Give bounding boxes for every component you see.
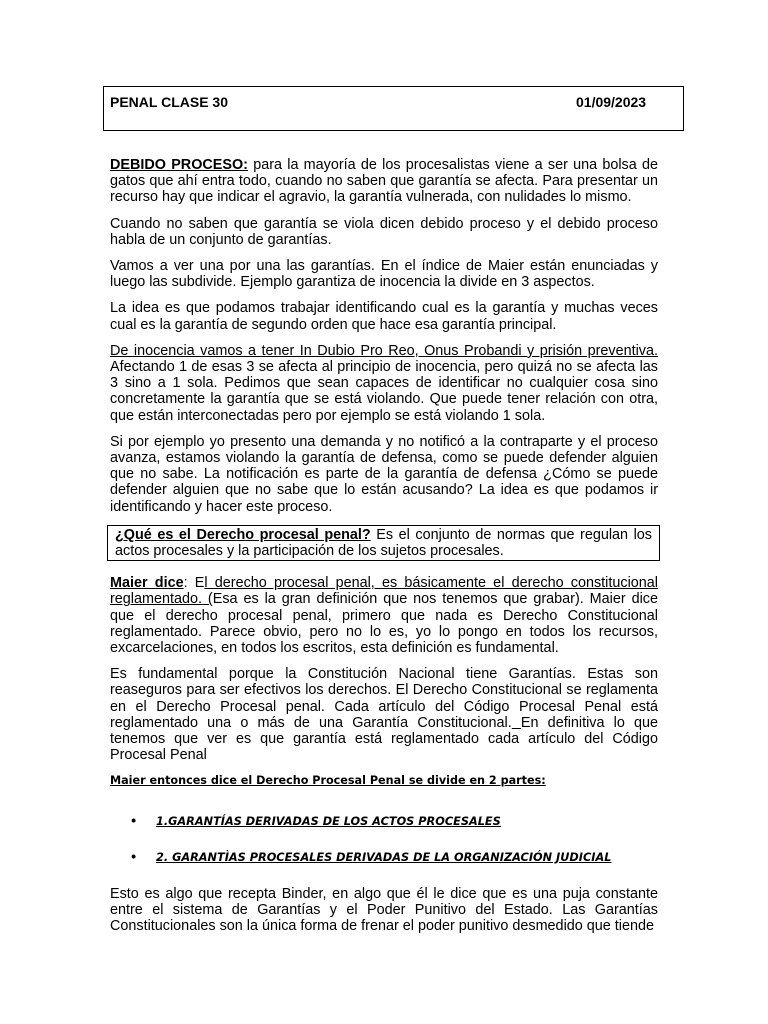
definition-heading: ¿Qué es el Derecho procesal penal? <box>115 526 371 543</box>
paragraph-4: La idea es que podamos trabajar identificando cual es la garantía y muchas veces cual es la garantía de segundo orden que hace esa garantía principal. <box>110 300 658 333</box>
list-item <box>110 850 658 866</box>
debido-proceso-text: para la mayoría de los procesalistas viene a ser una bolsa de gatos que ahí entra todo, cuando no saben que garantía se afecta. Para presentar un recurso hay que indicar el agravio, la garantía vulnerada, con nulidades lo mismo. <box>110 157 658 206</box>
definition-paragraph <box>115 527 652 559</box>
class-date: 01/09/2023 <box>576 94 647 110</box>
maier-underlined: l derecho procesal penal, es básicamente el derecho constitucional reglamentado. ( <box>110 575 658 608</box>
list-item-text: 1.GARANTÍAS DERIVADAS DE LOS ACTOS PROCESALES <box>156 814 501 828</box>
maier-divisions-heading: Maier entonces dice el Derecho Procesal Penal se divide en 2 partes: <box>110 773 546 787</box>
paragraph-3: Vamos a ver una por una las garantías. En el índice de Maier están enunciadas y luego las subdivide. Ejemplo garantiza de inocencia la divide en 3 aspectos. <box>110 258 658 291</box>
maier-heading: Maier dice <box>110 575 184 592</box>
paragraph-fundamental <box>110 666 658 763</box>
paragraph-inocencia <box>110 343 658 424</box>
maier-text: Esa es la gran definición que nos tenemos que grabar). Maier dice que el derecho procesal penal, primero que nada es Derecho Constitucional reglamentado. Parece obvio, pero no lo es, yo lo pongo en todos los recursos, excarcelaciones, en todos los escritos, esta definición es fundamental. <box>110 591 659 657</box>
bullet-icon: • <box>130 850 138 864</box>
definition-box <box>107 525 660 561</box>
list-item-text: 2. GARANTÌAS PROCESALES DERIVADAS DE LA ORGANIZACIÓN JUDICIAL <box>156 850 612 864</box>
paragraph-maier <box>110 575 658 656</box>
fundamental-underlined-space <box>512 715 521 731</box>
paragraph-defensa: Si por ejemplo yo presento una demanda y no notificó a la contraparte y el proceso avanza, estamos violando la garantía de defensa, como se puede defender alguien que no sabe. La notificación es parte de la garantía de defensa ¿Cómo se puede defender alguien que no sabe que lo están acusando? La idea es que podamos ir identificando y hacer este proceso. <box>110 433 658 515</box>
bullet-icon: • <box>130 814 138 828</box>
paragraph-binder: Esto es algo que recepta Binder, en algo que él le dice que es una puja constante entre el sistema de Garantías y el Poder Punitivo del Estado. Las Garantías Constitucionales son la única forma de frenar el poder punitivo desmedido que tiende <box>110 885 658 934</box>
document-body <box>110 157 658 944</box>
class-title: PENAL CLASE 30 <box>110 94 228 110</box>
divisions-list <box>110 814 658 866</box>
paragraph-2: Cuando no saben que garantía se viola dicen debido proceso y el debido proceso habla de un conjunto de garantías. <box>110 215 658 248</box>
inocencia-text: Afectando 1 de esas 3 se afecta al principio de inocencia, pero quizá no se afecta las 3 sino a 1 sola. Pedimos que sean capaces de identificar no cualquier cosa sino concretamente la garantía que se está violando. Que puede tener relación con otra, que están interconectadas pero por ejemplo se está violando 1 sola. <box>110 359 658 424</box>
debido-proceso-heading: DEBIDO PROCESO: <box>110 157 248 173</box>
fundamental-text-b: En definitiva lo que tenemos que ver es que garantía está reglamentado cada artículo del Código Procesal Penal <box>110 714 659 764</box>
inocencia-underlined: De inocencia vamos a tener In Dubio Pro Reo, Onus Probandi y prisión preventiva. <box>110 342 658 359</box>
maier-colon: : E <box>183 575 205 592</box>
list-item <box>110 814 658 830</box>
paragraph-debido-proceso <box>110 157 658 206</box>
fundamental-text-a: Es fundamental porque la Constitución Nacional tiene Garantías. Estas son reaseguros para ser efectivos los derechos. El Derecho Constitucional se reglamenta en el Derecho Procesal penal. Cada artículo del Código Procesal Penal está reglamentado una o más de una Garantía Constitucional. <box>110 666 658 731</box>
definition-text: Es el conjunto de normas que regulan los actos procesales y la participación de los sujetos procesales. <box>115 526 652 560</box>
header-box <box>103 86 684 131</box>
